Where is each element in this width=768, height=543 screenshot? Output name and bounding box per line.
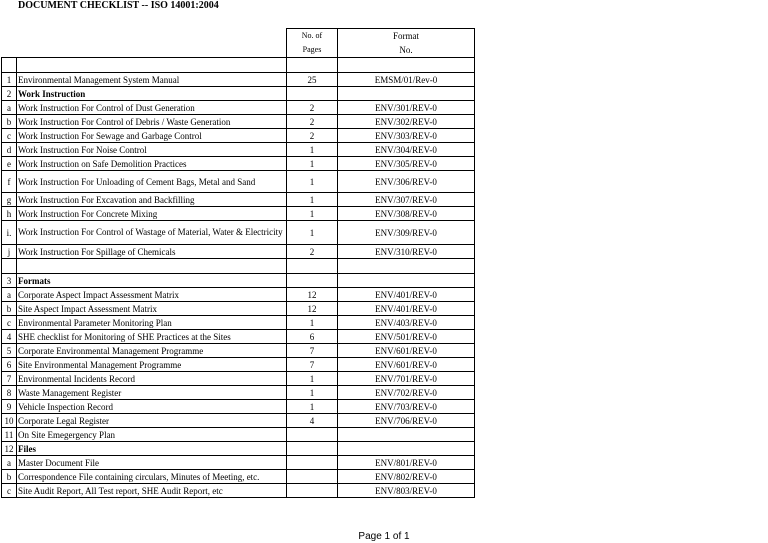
row-number: e	[2, 157, 17, 171]
row-description: Work Instruction on Safe Demolition Practices	[17, 157, 287, 171]
row-pages: 1	[287, 143, 338, 157]
row-pages: 2	[287, 101, 338, 115]
row-number: j	[2, 245, 17, 259]
blank-cell	[287, 58, 338, 73]
row-format: ENV/403/REV-0	[338, 316, 475, 330]
row-description: Vehicle Inspection Record	[17, 400, 287, 414]
row-pages	[287, 470, 338, 484]
row-description: Files	[17, 442, 287, 456]
section-row	[2, 274, 475, 288]
row-description: Corporate Legal Register	[17, 414, 287, 428]
row-format: ENV/706/REV-0	[338, 414, 475, 428]
row-number: c	[2, 316, 17, 330]
checklist-table	[1, 28, 475, 498]
section-row	[2, 442, 475, 456]
header-format-line1: Format	[393, 31, 419, 41]
table-row	[2, 221, 475, 245]
row-pages: 12	[287, 288, 338, 302]
table-row	[2, 372, 475, 386]
header-pages-line2: Pages	[302, 45, 322, 54]
table-row	[2, 143, 475, 157]
row-pages	[287, 274, 338, 288]
row-pages: 7	[287, 358, 338, 372]
row-format: ENV/307/REV-0	[338, 193, 475, 207]
header-format-no	[338, 29, 475, 58]
header-row	[2, 29, 475, 58]
row-format	[338, 428, 475, 442]
row-pages: 12	[287, 302, 338, 316]
row-description: Work Instruction For Control of Debris / Waste Generation	[17, 115, 287, 129]
blank-cell	[338, 58, 475, 73]
row-format: ENV/401/REV-0	[338, 302, 475, 316]
row-number: 4	[2, 330, 17, 344]
row-description: Master Document File	[17, 456, 287, 470]
row-number: c	[2, 129, 17, 143]
row-description: Work Instruction For Unloading of Cement Bags, Metal and Sand	[17, 171, 287, 193]
header-format-line2: No.	[399, 45, 413, 55]
header-no-of-pages	[287, 29, 338, 58]
row-number: a	[2, 101, 17, 115]
row-pages: 6	[287, 330, 338, 344]
row-format: ENV/803/REV-0	[338, 484, 475, 498]
row-number: b	[2, 115, 17, 129]
header-spacer-desc	[17, 29, 287, 58]
blank-row	[2, 259, 475, 274]
table-row	[2, 101, 475, 115]
row-number: 8	[2, 386, 17, 400]
row-format: ENV/310/REV-0	[338, 245, 475, 259]
row-format: ENV/303/REV-0	[338, 129, 475, 143]
row-number: i.	[2, 221, 17, 245]
table-row	[2, 288, 475, 302]
table-row	[2, 484, 475, 498]
table-row	[2, 428, 475, 442]
row-format	[338, 274, 475, 288]
row-format	[338, 87, 475, 101]
header-spacer-num	[2, 29, 17, 58]
row-number: b	[2, 470, 17, 484]
row-description: Site Environmental Management Programme	[17, 358, 287, 372]
row-description: Work Instruction For Noise Control	[17, 143, 287, 157]
row-format: ENV/302/REV-0	[338, 115, 475, 129]
row-format: ENV/401/REV-0	[338, 288, 475, 302]
row-pages: 1	[287, 207, 338, 221]
row-pages: 1	[287, 221, 338, 245]
row-pages: 1	[287, 171, 338, 193]
row-number: 1	[2, 73, 17, 87]
row-description: Work Instruction For Excavation and Backfilling	[17, 193, 287, 207]
row-pages	[287, 442, 338, 456]
row-format	[338, 442, 475, 456]
row-description: Work Instruction For Spillage of Chemicals	[17, 245, 287, 259]
row-number: d	[2, 143, 17, 157]
row-format: ENV/301/REV-0	[338, 101, 475, 115]
row-pages: 4	[287, 414, 338, 428]
blank-row	[2, 58, 475, 73]
row-number: c	[2, 484, 17, 498]
blank-cell	[17, 259, 287, 274]
row-format: ENV/801/REV-0	[338, 456, 475, 470]
table-row	[2, 470, 475, 484]
row-description: Environmental Incidents Record	[17, 372, 287, 386]
row-format: ENV/308/REV-0	[338, 207, 475, 221]
table-row	[2, 302, 475, 316]
row-number: h	[2, 207, 17, 221]
row-description: On Site Emegergency Plan	[17, 428, 287, 442]
row-description: SHE checklist for Monitoring of SHE Practices at the Sites	[17, 330, 287, 344]
table-row	[2, 456, 475, 470]
row-description: Environmental Management System Manual	[17, 73, 287, 87]
row-number: a	[2, 288, 17, 302]
table-row	[2, 344, 475, 358]
row-description: Correspondence File containing circulars, Minutes of Meeting, etc.	[17, 470, 287, 484]
row-number: a	[2, 456, 17, 470]
blank-cell	[338, 259, 475, 274]
row-description: Work Instruction For Control of Dust Generation	[17, 101, 287, 115]
row-format: ENV/501/REV-0	[338, 330, 475, 344]
table-row	[2, 115, 475, 129]
row-number: 5	[2, 344, 17, 358]
document-title: DOCUMENT CHECKLIST -- ISO 14001:2004	[18, 0, 219, 11]
table-row	[2, 386, 475, 400]
row-number: f	[2, 171, 17, 193]
row-pages: 1	[287, 386, 338, 400]
page-footer: Page 1 of 1	[358, 531, 410, 542]
table-row	[2, 400, 475, 414]
row-pages	[287, 456, 338, 470]
row-description: Corporate Environmental Management Programme	[17, 344, 287, 358]
blank-cell	[2, 259, 17, 274]
row-pages: 7	[287, 344, 338, 358]
row-description: Work Instruction For Control of Wastage of Material, Water & Electricity	[17, 221, 287, 245]
row-number: b	[2, 302, 17, 316]
row-format: ENV/701/REV-0	[338, 372, 475, 386]
row-pages	[287, 87, 338, 101]
table-row	[2, 245, 475, 259]
row-format: ENV/601/REV-0	[338, 358, 475, 372]
table-row	[2, 207, 475, 221]
table-row	[2, 129, 475, 143]
row-format: EMSM/01/Rev-0	[338, 73, 475, 87]
table-row	[2, 316, 475, 330]
row-format: ENV/802/REV-0	[338, 470, 475, 484]
row-format: ENV/304/REV-0	[338, 143, 475, 157]
blank-cell	[17, 58, 287, 73]
row-pages: 2	[287, 129, 338, 143]
row-number: g	[2, 193, 17, 207]
table-row	[2, 171, 475, 193]
section-row	[2, 87, 475, 101]
row-pages: 25	[287, 73, 338, 87]
row-description: Work Instruction	[17, 87, 287, 101]
row-format: ENV/601/REV-0	[338, 344, 475, 358]
row-number: 3	[2, 274, 17, 288]
row-number: 9	[2, 400, 17, 414]
row-pages: 1	[287, 372, 338, 386]
blank-cell	[287, 259, 338, 274]
blank-cell	[2, 58, 17, 73]
row-number: 2	[2, 87, 17, 101]
row-pages: 1	[287, 316, 338, 330]
table-row	[2, 157, 475, 171]
row-number: 6	[2, 358, 17, 372]
row-description: Work Instruction For Sewage and Garbage Control	[17, 129, 287, 143]
row-format: ENV/309/REV-0	[338, 221, 475, 245]
row-number: 12	[2, 442, 17, 456]
row-format: ENV/702/REV-0	[338, 386, 475, 400]
row-description: Environmental Parameter Monitoring Plan	[17, 316, 287, 330]
row-format: ENV/703/REV-0	[338, 400, 475, 414]
row-pages: 1	[287, 193, 338, 207]
table-row	[2, 414, 475, 428]
row-pages: 1	[287, 157, 338, 171]
row-pages: 1	[287, 400, 338, 414]
header-pages-line1: No. of	[301, 31, 323, 40]
row-pages	[287, 484, 338, 498]
row-description: Site Audit Report, All Test report, SHE Audit Report, etc	[17, 484, 287, 498]
row-description: Waste Management Register	[17, 386, 287, 400]
table-row	[2, 358, 475, 372]
row-pages: 2	[287, 245, 338, 259]
row-format: ENV/306/REV-0	[338, 171, 475, 193]
row-number: 10	[2, 414, 17, 428]
row-description: Site Aspect Impact Assessment Matrix	[17, 302, 287, 316]
table-row	[2, 330, 475, 344]
row-format: ENV/305/REV-0	[338, 157, 475, 171]
table-row	[2, 73, 475, 87]
row-pages	[287, 428, 338, 442]
row-number: 11	[2, 428, 17, 442]
table-row	[2, 193, 475, 207]
row-description: Work Instruction For Concrete Mixing	[17, 207, 287, 221]
row-description: Corporate Aspect Impact Assessment Matrix	[17, 288, 287, 302]
row-pages: 2	[287, 115, 338, 129]
row-number: 7	[2, 372, 17, 386]
row-description: Formats	[17, 274, 287, 288]
